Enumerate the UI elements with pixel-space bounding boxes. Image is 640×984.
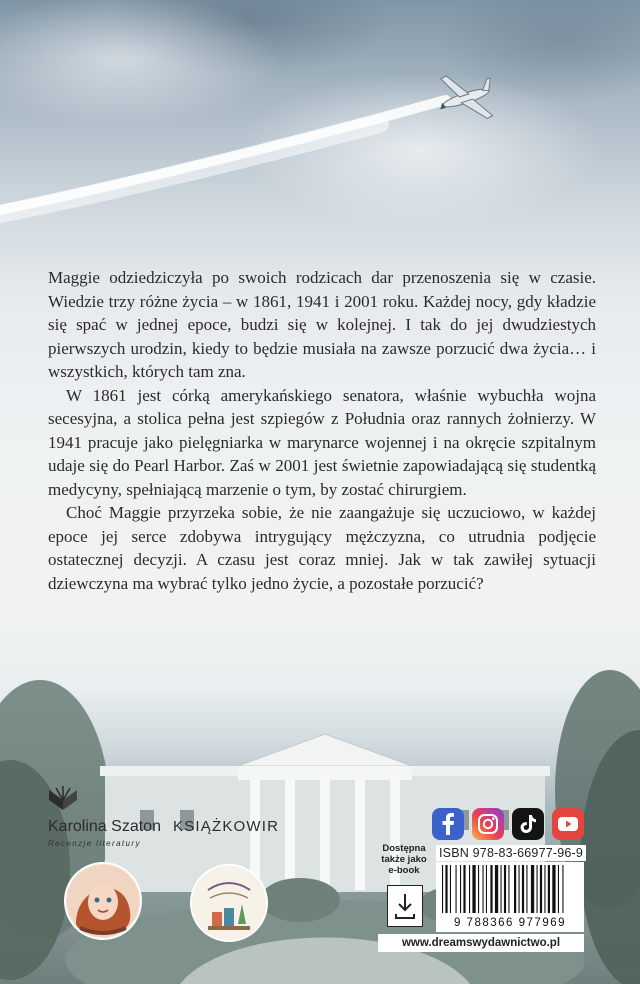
ebook-line-1: Dostępna (382, 843, 426, 854)
tiktok-icon[interactable] (512, 808, 544, 840)
airplane-with-contrail (0, 0, 640, 260)
publisher-url[interactable]: www.dreamswydawnictwo.pl (378, 934, 584, 952)
blurb-paragraph-2: W 1861 jest córką amerykańskiego senatora, właśnie wybuchła wojna secesyjna, a stolica pełna jest szpiegów z Południa oraz rannych żołnierzy. W 1941 pracuje jako pielęgniarka w marynarce wojennej i na okręcie szpitalnym udaje się do Pearl Harbor. Zaś w 2001 jest świetnie zapowiadającą się studentką medycyny, spełniającą marzenie o tym, by zostać chirurgiem. (48, 385, 596, 499)
ebook-availability-note (378, 843, 430, 876)
barcode-bar (456, 865, 457, 913)
barcode-bar (519, 865, 520, 913)
facebook-icon[interactable] (432, 808, 464, 840)
blurb-paragraph-3: Choć Maggie przyrzeka sobie, że nie zaangażuje się uczuciowo, w każdej epoce jej serce zdobywa intrygujący mężczyzna, co utrudnia podjęcie ostatecznej decyzji. A czasu jest coraz mniej. Jak w tak zawiłej sytuacji dziewczyna ma wybrać tylko jedno życie, a pozostałe porzucić? (48, 503, 596, 593)
reviewer-portrait-badge-icon (64, 862, 142, 940)
barcode-bar (442, 865, 443, 913)
barcode-bar (558, 865, 559, 913)
ebook-line-2: także jako (381, 854, 427, 865)
ebook-download-icon (387, 885, 423, 927)
barcode-bar (463, 865, 465, 913)
barcode-bar (514, 865, 516, 913)
karolina-szaton-subtitle: Recenzje literatury (48, 839, 141, 848)
blurb-text (48, 266, 596, 595)
barcode-bar (450, 865, 451, 913)
barcode-bar (526, 865, 527, 913)
barcode-bar (508, 865, 509, 913)
instagram-icon[interactable] (472, 808, 504, 840)
isbn-label: ISBN 978-83-66977-96-9 (436, 845, 586, 861)
ebook-line-3: e-book (388, 865, 420, 876)
barcode-bar (522, 865, 524, 913)
barcode-bar (562, 865, 563, 913)
barcode-bar (478, 865, 479, 913)
barcode-bar (472, 865, 475, 913)
barcode-bar (501, 865, 502, 913)
blurb-paragraph-1: Maggie odziedziczyła po swoich rodzicach dar przenoszenia się w czasie. Wiedzie trzy różne życia – w 1861, 1941 i 2001 roku. Każdej nocy, gdy kładzie się spać w jednej epoce, budzi się w kolejnej. I tak do jej dwudziestych pierwszych urodzin, kiedy to będzie musiała na zawsze porzucić dwa życia… i wszystkich, których tam zna. (48, 268, 596, 381)
barcode-bar (552, 865, 555, 913)
barcode-bar (537, 865, 538, 913)
barcode-bar (486, 865, 487, 913)
youtube-icon[interactable] (552, 808, 584, 840)
karolina-szaton-logo: Karolina Szaton (48, 818, 161, 835)
barcode-bar (544, 865, 545, 913)
barcode-digits: 9 788366 977969 (453, 917, 567, 929)
zapiski-kawale-badge-icon (190, 864, 268, 942)
barcode-bar (460, 865, 461, 913)
barcode-bar (483, 865, 484, 913)
barcode-bar (540, 865, 542, 913)
open-book-logo-icon (48, 786, 78, 812)
barcode-bars (436, 862, 584, 916)
ksiazkowir-logo: KSIĄŻKOWIR (173, 818, 280, 835)
barcode-bar (531, 865, 534, 913)
barcode-bar (495, 865, 498, 913)
barcode-bar (490, 865, 492, 913)
barcode-bar (504, 865, 506, 913)
barcode-bar (548, 865, 550, 913)
barcode-bar (445, 865, 447, 913)
barcode-bar (469, 865, 470, 913)
